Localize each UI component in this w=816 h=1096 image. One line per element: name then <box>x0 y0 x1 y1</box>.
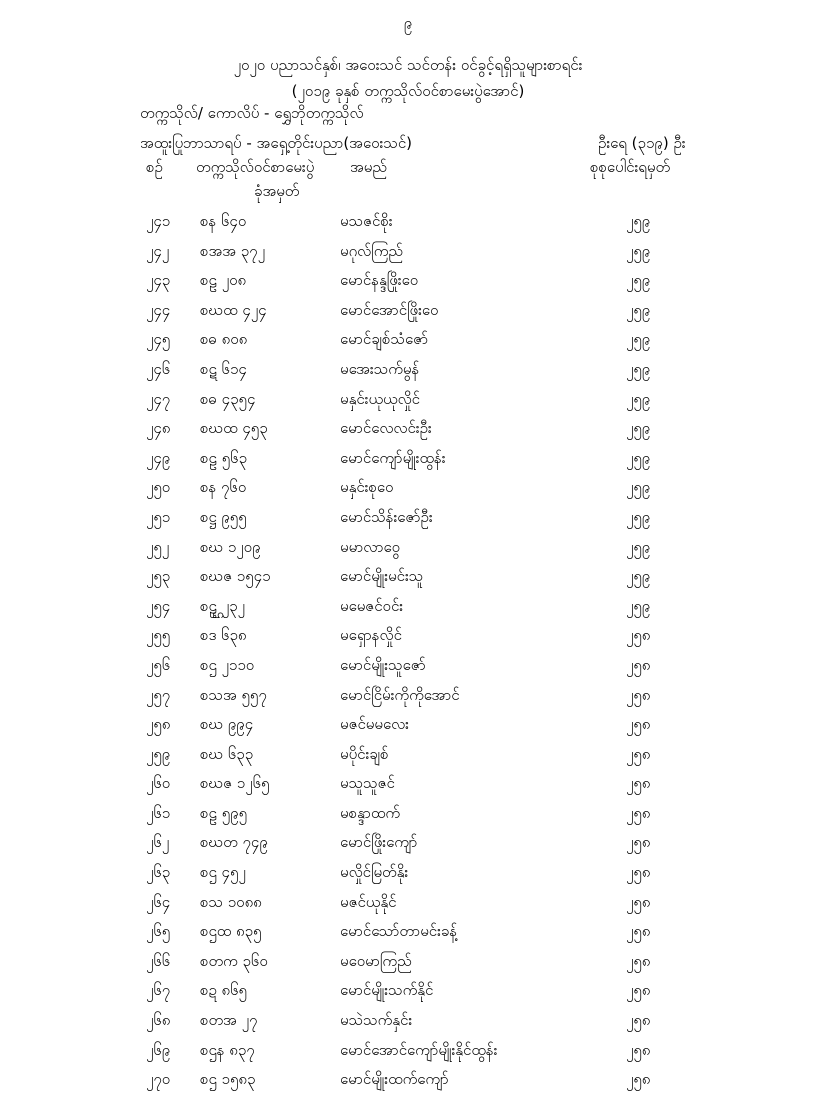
row-mark: ၂၅၉ <box>626 478 651 497</box>
row-number: ၂၆၀ <box>146 774 171 793</box>
table-row <box>0 297 816 327</box>
table-row <box>0 682 816 712</box>
row-number: ၂၆၇ <box>146 981 171 1000</box>
table-row <box>0 829 816 859</box>
row-roll-number: စဃထ ၄၂၄ <box>200 300 267 319</box>
row-mark: ၂၅၉ <box>626 448 651 467</box>
row-name: မဝေမာကြည် <box>340 951 412 970</box>
row-mark: ၂၅၉ <box>626 330 651 349</box>
row-number: ၂၇၀ <box>146 1070 171 1089</box>
row-name: မောင်မျိုးသူဇော် <box>340 655 426 674</box>
table-row <box>0 770 816 800</box>
row-mark: ၂၅၈ <box>626 951 651 970</box>
col-header-roll-line2: ခုံအမှတ် <box>254 182 300 200</box>
row-mark: ၂၅၈ <box>626 892 651 911</box>
row-roll-number: စသ ၁၀၈၈ <box>200 892 262 911</box>
row-name: မမာလာဝွေ <box>340 537 401 556</box>
total-count: ဦးရေ (၃၁၉) ဦး <box>598 134 686 152</box>
row-roll-number: စဠ ၂၀၈ <box>200 271 247 290</box>
row-mark: ၂၅၉ <box>626 212 651 230</box>
table-row <box>0 326 816 356</box>
row-roll-number: စဋ ၆၁၄ <box>200 359 247 378</box>
row-name: မောင်မျိုးသက်နိုင် <box>340 981 434 1000</box>
row-roll-number: စဓ ၈၀၈ <box>200 330 248 349</box>
row-roll-number: စအအ ၃၇၂ <box>200 241 265 260</box>
row-mark: ၂၅၉ <box>626 567 651 586</box>
table-row <box>0 445 816 475</box>
row-mark: ၂၅၈ <box>626 922 651 941</box>
row-roll-number: စဠ ၅၆၃ <box>200 448 248 467</box>
table-row <box>0 977 816 1007</box>
table-row <box>0 1037 816 1067</box>
row-name: မောင်ဖြိုးကျော် <box>340 833 418 852</box>
row-name: မောင်သိန်းဇော်ဦး <box>340 507 433 526</box>
row-name: မမေဇင်ဝင်း <box>340 596 404 615</box>
row-roll-number: စဋ္ဌ ၉၅၅ <box>200 507 247 526</box>
row-number: ၂၆၁ <box>146 803 171 822</box>
list-subtitle: (၂၀၁၉ ခုနှစ် တက္ကသိုလ်ဝင်စာမေးပွဲအောင်) <box>291 82 525 100</box>
row-name: မောင်သော်တာမင်းခန့် <box>340 922 458 941</box>
subject-line: အထူးပြုဘာသာရပ် - အရှေ့တိုင်းပညာ(အဝေးသင်) <box>140 134 412 152</box>
row-roll-number: စဃ ၁၂၀၉ <box>200 537 261 556</box>
table-row <box>0 208 816 238</box>
row-roll-number: စဃဇ ၁၅၄၁ <box>200 567 271 586</box>
row-mark: ၂၅၈ <box>626 626 651 645</box>
row-mark: ၂၅၉ <box>626 271 651 290</box>
row-mark: ၂၅၉ <box>626 419 651 438</box>
row-name: မလှိုင်မြတ်နိုး <box>340 863 409 882</box>
row-number: ၂၄၂ <box>146 241 170 260</box>
row-mark: ၂၅၈ <box>626 981 651 1000</box>
row-name: မအေးသက်မွန် <box>340 359 420 378</box>
row-name: မောင်ကျော်မျိုးထွန်း <box>340 448 446 467</box>
table-row <box>0 504 816 534</box>
row-name: မသူသူဇင် <box>340 774 395 793</box>
table-row <box>0 889 816 919</box>
row-roll-number: စဍ ၈၆၅ <box>200 981 247 1000</box>
row-name: မပိုင်းချစ် <box>340 744 389 763</box>
row-number: ၂၄၄ <box>146 300 171 319</box>
row-number: ၂၅၃ <box>146 567 171 586</box>
row-number: ၂၄၅ <box>146 330 171 349</box>
row-number: ၂၅၉ <box>146 744 171 763</box>
col-header-no: စဉ် <box>146 158 163 176</box>
row-roll-number: စတက ၃၆၀ <box>200 951 268 970</box>
row-name: မသဇင်စိုး <box>340 212 393 230</box>
row-number: ၂၆၉ <box>146 1040 171 1059</box>
row-name: မနှင်းယုယုလှိုင် <box>340 389 420 408</box>
row-number: ၂၄၆ <box>146 359 171 378</box>
table-row <box>0 534 816 564</box>
page-number: ၉ <box>403 14 413 32</box>
row-number: ၂၅၇ <box>146 685 171 704</box>
row-roll-number: စဓ ၄၃၅၄ <box>200 389 256 408</box>
table-row <box>0 622 816 652</box>
row-mark: ၂၅၈ <box>626 833 651 852</box>
row-mark: ၂၅၈ <box>626 655 651 674</box>
table-row <box>0 415 816 445</box>
row-name: မောင်မျိုးထက်ကျော် <box>340 1070 449 1089</box>
table-row <box>0 948 816 978</box>
table-row <box>0 563 816 593</box>
table-row <box>0 238 816 268</box>
row-name: မောင်အောင်ဖြိုးဝေ <box>340 300 439 319</box>
row-roll-number: စဃဇ ၁၂၆၅ <box>200 774 270 793</box>
row-name: မသဲသက်နှင်း <box>340 1011 413 1030</box>
table-row <box>0 741 816 771</box>
university-line: တက္ကသိုလ်/ ကောလိပ် - ရွှေဘိုတက္ကသိုလ် <box>140 104 364 122</box>
table-row <box>0 356 816 386</box>
row-name: မောင်မျိုးမင်းသူ <box>340 567 424 586</box>
row-name: မဇင်မမလေး <box>340 715 409 734</box>
row-name: မောင်ငြိမ်းကိုကိုအောင် <box>340 685 460 704</box>
table-row <box>0 593 816 623</box>
table-row <box>0 859 816 889</box>
table-row <box>0 1007 816 1037</box>
row-roll-number: စန ၇၆၀ <box>200 478 247 497</box>
row-mark: ၂၅၈ <box>626 774 651 793</box>
row-number: ၂၆၄ <box>146 892 171 911</box>
row-number: ၂၄၈ <box>146 419 171 438</box>
row-mark: ၂၅၉ <box>626 507 651 526</box>
row-roll-number: စဃထ ၄၅၃ <box>200 419 268 438</box>
table-row <box>0 711 816 741</box>
row-mark: ၂၅၉ <box>626 359 651 378</box>
row-number: ၂၆၃ <box>146 863 171 882</box>
row-number: ၂၅၈ <box>146 715 171 734</box>
row-number: ၂၅၆ <box>146 655 171 674</box>
row-mark: ၂၅၉ <box>626 241 651 260</box>
row-name: မောင်နန္ဒဖြိုးဝေ <box>340 271 419 290</box>
row-name: မရှောနလှိုင် <box>340 626 402 645</box>
row-number: ၂၄၇ <box>146 389 171 408</box>
row-roll-number: စဌ ၂၁၁၀ <box>200 655 255 674</box>
row-mark: ၂၅၈ <box>626 685 651 704</box>
row-mark: ၂၅၉ <box>626 537 651 556</box>
row-number: ၂၅၁ <box>146 507 171 526</box>
table-row <box>0 652 816 682</box>
row-number: ၂၅၅ <box>146 626 171 645</box>
table-row <box>0 267 816 297</box>
row-roll-number: စဌ ၁၅၈၃ <box>200 1070 256 1089</box>
col-header-mark: စုစုပေါင်းရမှတ် <box>590 158 671 176</box>
row-roll-number: စတအ ၂၇ <box>200 1011 258 1030</box>
row-mark: ၂၅၈ <box>626 1011 651 1030</box>
row-number: ၂၆၈ <box>146 1011 171 1030</box>
row-roll-number: စဃတ ၇၄၉ <box>200 833 268 852</box>
row-mark: ၂၅၈ <box>626 744 651 763</box>
row-name: မနှင်းစုဝေ <box>340 478 394 497</box>
list-title: ၂၀၂၀ ပညာသင်နှစ်၊ အဝေးသင် သင်တန်း ဝင်ခွင့်ရရှိသူများစာရင်း <box>233 56 583 74</box>
table-row <box>0 1066 816 1096</box>
col-header-name: အမည် <box>350 158 387 176</box>
row-number: ၂၅၄ <box>146 596 171 615</box>
row-number: ၂၄၁ <box>146 212 171 230</box>
row-number: ၂၆၆ <box>146 951 171 970</box>
row-name: မဂုလ်ကြည် <box>340 241 403 260</box>
row-roll-number: စဌန ၈၃၇ <box>200 1040 255 1059</box>
table-row <box>0 386 816 416</box>
row-number: ၂၆၂ <box>146 833 170 852</box>
row-roll-number: စဠ္ဌ ၂၃၂ <box>200 596 245 615</box>
row-number: ၂၅၂ <box>146 537 170 556</box>
row-mark: ၂၅၈ <box>626 715 651 734</box>
row-mark: ၂၅၉ <box>626 300 651 319</box>
row-name: မဇင်ယုနိုင် <box>340 892 397 911</box>
row-roll-number: စဠ ၅၉၅ <box>200 803 248 822</box>
row-mark: ၂၅၈ <box>626 803 651 822</box>
row-roll-number: စဃ ၆၃၃ <box>200 744 254 763</box>
row-roll-number: စန ၆၄၀ <box>200 212 247 230</box>
row-number: ၂၄၉ <box>146 448 171 467</box>
row-number: ၂၄၃ <box>146 271 171 290</box>
table-row <box>0 918 816 948</box>
table-row <box>0 800 816 830</box>
col-header-roll: တက္ကသိုလ်ဝင်စာမေးပွဲ <box>196 158 315 176</box>
row-name: မောင်အောင်ကျော်မျိုးနိုင်ထွန်း <box>340 1040 498 1059</box>
row-roll-number: စဌ ၄၅၂ <box>200 863 246 882</box>
row-number: ၂၅၀ <box>146 478 171 497</box>
row-roll-number: စဌထ ၈၃၅ <box>200 922 262 941</box>
row-roll-number: စဃ ၉၉၄ <box>200 715 254 734</box>
row-mark: ၂၅၈ <box>626 1040 651 1059</box>
row-name: မစန္ဒာထက် <box>340 803 401 822</box>
row-mark: ၂၅၈ <box>626 863 651 882</box>
row-number: ၂၆၅ <box>146 922 171 941</box>
row-name: မောင်ချစ်သံဇော် <box>340 330 429 349</box>
row-mark: ၂၅၉ <box>626 596 651 615</box>
results-table <box>0 208 816 1096</box>
row-roll-number: စသအ ၅၅၇ <box>200 685 267 704</box>
row-mark: ၂၅၉ <box>626 389 651 408</box>
row-name: မောင်လေလင်းဦး <box>340 419 432 438</box>
row-mark: ၂၅၈ <box>626 1070 651 1089</box>
row-roll-number: စဒ ၆၃၈ <box>200 626 247 645</box>
table-row <box>0 474 816 504</box>
